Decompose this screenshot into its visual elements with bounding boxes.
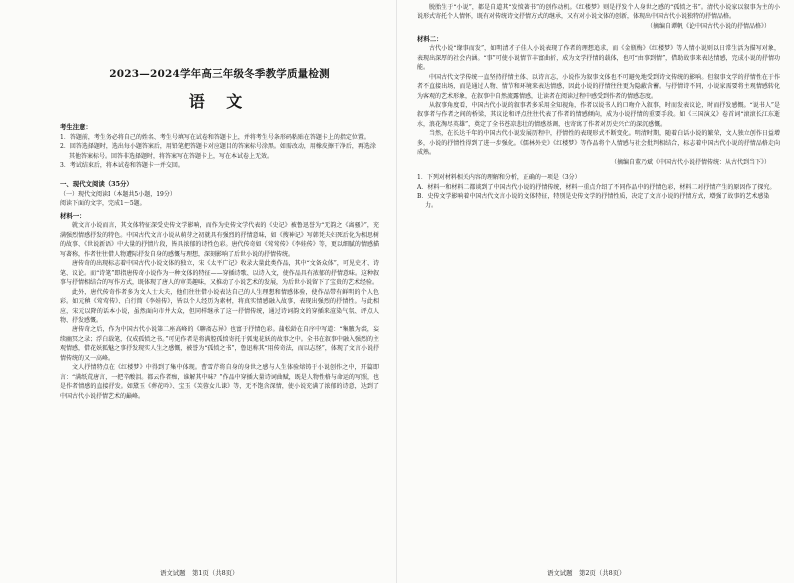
body-paragraph: 从叙事角度看，中国古代小说的叙事者多采用全知视角，作者以说书人的口吻介入叙事，时而发表议论，时而抒发感慨。“说书人”是叙事者与作者之间的桥梁，其议论和评点往往代表了作者的情感倾向，成为小说抒情的重要手段。如《三国演义》卷首词“滚滚长江东逝水，浪花淘尽英雄”，奠定了全书苍凉悲壮的情感基调，也寄寓了作者对历史兴亡的深沉感慨。 [417,102,780,128]
page-right [397,0,794,583]
body-paragraph: 当然，在长达千年的中国古代小说发展历程中，抒情性的表现形式不断变化。明清时期，随着白话小说的繁荣，文人独立创作日益增多，小说的抒情性得到了进一步强化。《儒林外史》《红楼梦》等作品将个人情感与社会批判相结合，标志着中国古代小说的抒情品格走向成熟。 [417,130,780,157]
exam-title: 2023—2024学年高三年级冬季教学质量检测 [109,68,330,80]
reading-instruction: 阅读下面的文字，完成1～5题。 [60,200,146,208]
body-paragraph: 唐传奇的出现标志着中国古代小说文体的独立，宋《太平广记》收录大量此类作品，其中“文备众体”，可见史才、诗笔、议论。而“诗笔”即指唐传奇小说作为一种文体的特征——穿插诗歌、以诗入文，使作品具有浓郁的抒情意味。这种叙事与抒情相结合的写作方式，既体现了唐人的审美趣味，又推动了小说艺术的发展，为后世小说留下了宝贵的艺术经验。 [60,260,379,287]
notice-heading: 考生注意： [60,123,92,131]
body-paragraph: 文人抒情特点在《红楼梦》中得到了集中体现。曹雪芹将自身的身世之感与人生体验熔铸于小说创作之中，开篇即言：“满纸荒唐言，一把辛酸泪。都云作者痴，谁解其中味？”作品中穿插大量诗词曲赋，既是人物性格与命运的写照，也是作者情感的直接抒发。如黛玉《葬花吟》、宝玉《芙蓉女儿诔》等，无不饱含深情，使小说充满了浓郁的诗意，达到了中国古代小说抒情艺术的巅峰。 [60,364,379,400]
body-paragraph: 脱胎生于“小说”，都是自道其“发愤著书”的创作动机。《红楼梦》则是抒发个人身世之感的“孤愤之书”。清代小说家以叙事为主的小说形式寄托个人情怀，既有对传统诗文抒情方式的继承，又有对小说文体的创新，体现出中国古代小说独特的抒情品格。 [417,4,780,21]
question-option: B．史传文学影响着中国古代文言小说的文体特征，特别是史传文学的抒情性质，决定了文言小说的抒情方式，增强了故事的艺术感染力。 [417,192,770,210]
material-label: 材料二： [417,35,443,44]
subject-title: 语 文 [188,92,251,111]
question-option: A．材料一和材料二都谈到了中国古代小说的抒情传统，材料一重点介绍了不同作品中的抒情色彩，材料二对抒情产生的原因作了探究。 [417,183,776,191]
page-footer: 语文试题 第2页（共8页） [547,569,626,577]
body-paragraph: 中国古代文学传统一直坚持抒情主体、以诗言志，小说作为叙事文体也不可避免地受到诗文传统的影响。但叙事文学的抒情性在于作者不直接出场，而是通过人物、情节和环境来表达情感，因此小说的抒情往往更为隐蔽含蓄。与抒情诗不同，小说家需要将主观情感转化为客观的艺术形象，在叙事中自然流露情感，让读者在阅读过程中感受到作者的情感态度。 [417,73,780,100]
question-stem: 1．下列对材料相关内容的理解和分析，正确的一项是（3分） [417,174,581,182]
section-heading: 一、现代文阅读（35分） [60,179,133,188]
notice-item: 1．答题前，考生务必将自己的姓名、考生号填写在试卷和答题卡上，并将考生号条形码粘贴在答题卡上的指定位置。 [60,134,370,141]
source-citation: （摘编自谭帆《论中国古代小说的抒情品格》） [646,22,770,30]
source-citation: （摘编自董乃斌《中国古代小说抒情传统：从古代到当下》） [610,158,770,166]
material-label: 材料一： [60,212,86,221]
body-paragraph: 唐传奇之后，作为中国古代小说第二座高峰的《聊斋志异》也富于抒情色彩。蒲松龄在自序中写道：“集腋为裘，妄续幽冥之录；浮白载笔，仅成孤愤之书。”可见作者是将满腔孤愤寄托于狐鬼花妖的故事之中。全书在叙事中融入强烈的主观情感，借花妖狐魅之事抒发现实人生之感慨，被誉为“孤愤之书”，鲁迅称其“用传奇法，而以志怪”，体现了文言小说抒情传统的又一高峰。 [60,326,379,362]
subsection-heading: （一）现代文阅读Ⅰ（本题共5小题，19分） [60,190,176,198]
body-paragraph: 此外，唐代传奇作者多为文人士大夫，他们往往借小说表达自己的人生理想和情感体验，使作品带有鲜明的个人色彩。如元稹《莺莺传》、白行简《李娃传》，皆以个人经历为素材，将真实情感融入故事，表现出强烈的抒情性。与此相应，宋元以降的话本小说，虽然面向市井大众，但同样继承了这一抒情传统，通过诗词韵文的穿插来渲染气氛、评点人物、抒发感慨。 [60,288,379,324]
notice-item: 3．考试结束后，将本试卷和答题卡一并交回。 [60,162,184,170]
body-paragraph: 就文言小说而言，其文体特征深受史传文学影响，而作为史传文学代表的《史记》被鲁迅誉为“无韵之《离骚》”，充满强烈情感抒发的特色。中国古代文言小说从萌芽之初就具有强烈的抒情意味，如《搜神记》写韩凭夫妇死后化为相思树的故事、《世说新语》中大量的抒情片段，皆具浓郁的诗性色彩。唐代传奇如《莺莺传》《李娃传》等，更以细腻的情感描写著称，作者往往借人物遭际抒发自身的感慨与理想，深刻影响了后世小说的抒情传统。 [60,222,379,258]
notice-item: 2．回答选择题时，选出每小题答案后，用铅笔把答题卡对应题目的答案标号涂黑。如需改动，用橡皮擦干净后，再选涂其他答案标号。回答非选择题时，将答案写在答题卡上，写在本试卷上无效。 [60,143,376,160]
body-paragraph: 古代小说“缘事而发”，如明清才子佳人小说表现了作者的理想追求，而《金瓶梅》《红楼梦》等人情小说则以日常生活为描写对象，表现出深厚的社会内涵。“事”可使小说情节丰富曲折，成为文学抒情的载体，也可“由事到情”，借助故事来表达情感，完成小说的抒情功能。 [417,45,780,72]
page-footer: 语文试题 第1页（共8页） [160,569,239,577]
